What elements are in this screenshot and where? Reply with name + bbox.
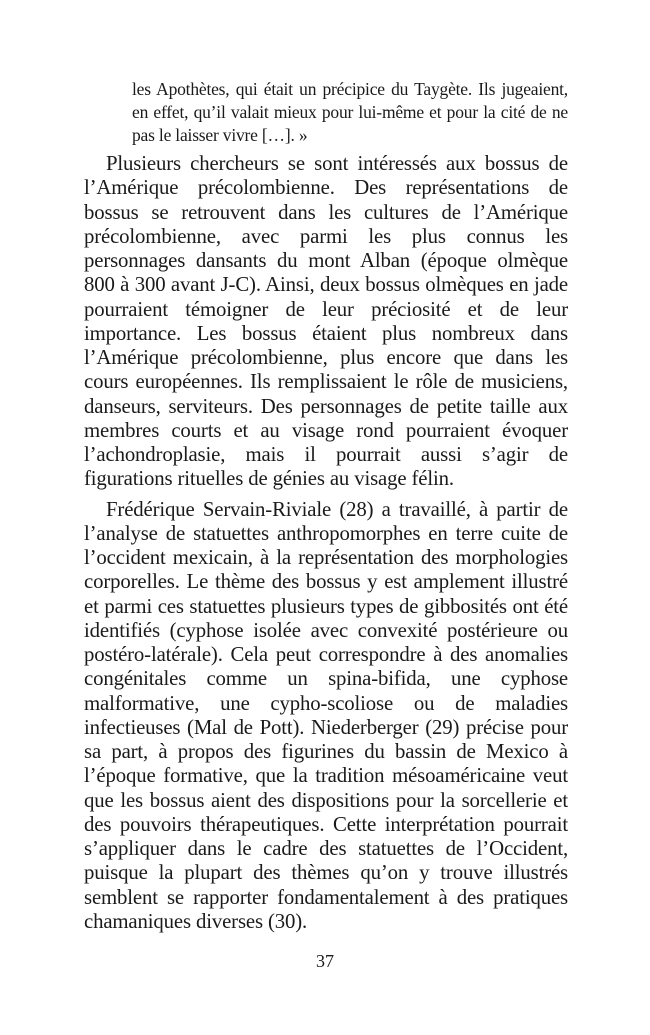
paragraph-bossus-amerique: Plusieurs chercheurs se sont intéressés aux bossus de l’Amérique précolombienne. Des représentations de bossus se retrouvent dans les cultures de l’Amérique précolombienne, avec parmi les plus connus les personnages dansants du mont Alban (époque olmèque 800 à 300 avant J-C). Ainsi, deux bossus olmèques en jade pourraient témoigner de leur préciosité et de leur importance. Les bossus étaient plus nombreux dans l’Amérique précolombienne, plus encore que dans les cours européennes. Ils remplissaient le rôle de musiciens, danseurs, serviteurs. Des personnages de petite taille aux membres courts et au visage rond pourraient évoquer l’achondroplasie, mais il pourrait aussi s’agir de figurations rituelles de génies au visage félin. (84, 152, 568, 491)
paragraph-servain-riviale: Frédérique Servain-Riviale (28) a travaillé, à partir de l’analyse de statuettes anthropomorphes en terre cuite de l’occident mexicain, à la représentation des morphologies corporelles. Le thème des bossus y est amplement illustré et parmi ces statuettes plusieurs types de gibbosités ont été identifiés (cyphose isolée avec convexité postérieure ou postéro-latérale). Cela peut correspondre à des anomalies congénitales comme un spina-bifida, une cyphose malformative, une cypho-scoliose ou de maladies infectieuses (Mal de Pott). Niederberger (29) précise pour sa part, à propos des figurines du bassin de Mexico à l’époque formative, que la tradition mésoaméricaine veut que les bossus aient des dispositions pour la sorcellerie et des pouvoirs thérapeutiques. Cette interprétation pourrait s’appliquer dans le cadre des statuettes de l’Occident, puisque la plupart des thèmes qu’on y trouve illustrés semblent se rapporter fondamentalement à des pratiques chamaniques diverses (30). (84, 497, 568, 933)
quote-text: les Apothètes, qui était un précipice du Taygète. Ils jugeaient, en effet, qu’il valait mieux pour lui-même et pour la cité de ne pas le laisser vivre […]. » (132, 79, 568, 145)
page-number: 37 (316, 951, 334, 971)
block-quote (132, 78, 568, 147)
body-text (84, 152, 568, 940)
